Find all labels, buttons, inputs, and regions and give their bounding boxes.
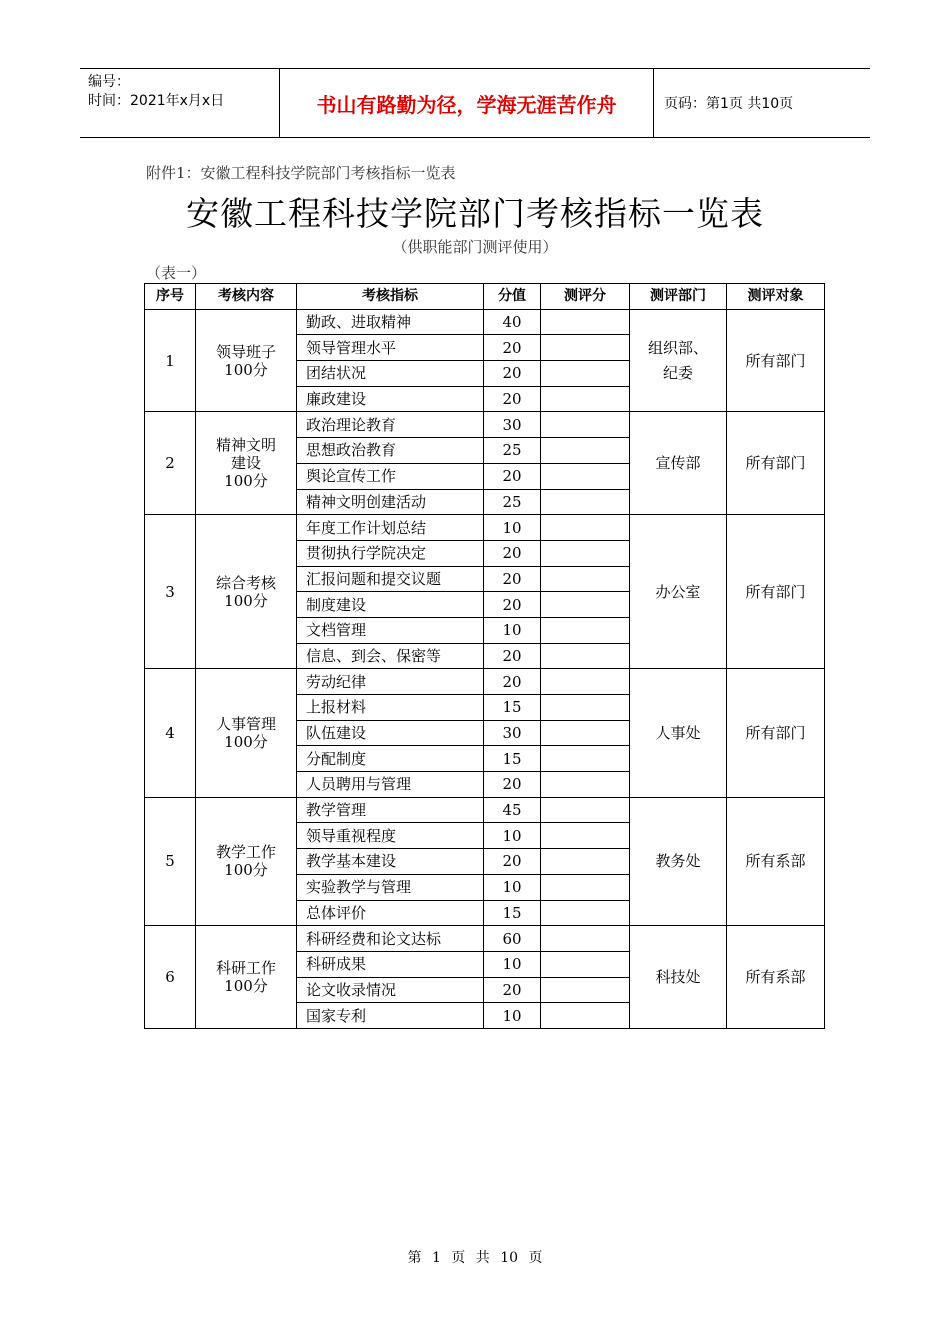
rating-department (630, 926, 727, 1029)
indicator-score: 20 (484, 540, 541, 566)
indicator-score: 10 (484, 1003, 541, 1029)
indicator-name: 思想政治教育 (297, 438, 484, 464)
time-label: 时间：2021年x月x日 (88, 93, 225, 109)
content-line: 100分 (224, 733, 268, 752)
table-row (145, 515, 825, 541)
table-row (145, 412, 825, 438)
dept-line: 组织部、 (647, 339, 708, 358)
table-row (145, 309, 825, 335)
indicator-score: 60 (484, 926, 541, 952)
attachment-caption: 附件1：安徽工程科技学院部门考核指标一览表 (146, 164, 456, 182)
page-subtitle: （供职能部门测评使用） (392, 238, 558, 256)
row-number: 6 (145, 926, 196, 1029)
table-label: （表一） (146, 264, 207, 282)
indicator-score: 25 (484, 438, 541, 464)
rating-cell[interactable] (541, 720, 630, 746)
indicator-score: 20 (484, 361, 541, 387)
indicator-name: 国家专利 (297, 1003, 484, 1029)
rating-department (630, 309, 727, 412)
indicator-score: 20 (484, 335, 541, 361)
dept-line: 宣传部 (655, 454, 701, 473)
content-line: 人事管理 (215, 715, 276, 734)
rating-cell[interactable] (541, 309, 630, 335)
row-number: 1 (145, 309, 196, 412)
rating-cell[interactable] (541, 772, 630, 798)
indicator-name: 领导管理水平 (297, 335, 484, 361)
content-line: 精神文明 (215, 436, 276, 455)
indicator-score: 10 (484, 515, 541, 541)
table-body (145, 309, 825, 1028)
content-line: 建设 (230, 454, 261, 473)
serial-label: 编号： (88, 74, 130, 90)
indicator-score: 20 (484, 566, 541, 592)
indicator-name: 年度工作计划总结 (297, 515, 484, 541)
indicator-score: 30 (484, 412, 541, 438)
indicator-name: 文档管理 (297, 617, 484, 643)
rating-cell[interactable] (541, 386, 630, 412)
document-header (80, 68, 870, 138)
rating-cell[interactable] (541, 669, 630, 695)
rating-target: 所有部门 (727, 309, 825, 412)
indicator-name: 政治理论教育 (297, 412, 484, 438)
indicator-name: 精神文明创建活动 (297, 489, 484, 515)
indicator-name: 论文收录情况 (297, 977, 484, 1003)
row-number: 5 (145, 797, 196, 925)
rating-cell[interactable] (541, 695, 630, 721)
rating-cell[interactable] (541, 489, 630, 515)
rating-cell[interactable] (541, 643, 630, 669)
rating-target: 所有部门 (727, 515, 825, 669)
table-header-row (145, 284, 825, 310)
rating-department (630, 515, 727, 669)
assessment-content (196, 515, 297, 669)
indicator-name: 队伍建设 (297, 720, 484, 746)
header-page-label: 页码：第1页 共10页 (664, 96, 794, 112)
indicator-name: 科研经费和论文达标 (297, 926, 484, 952)
row-number: 2 (145, 412, 196, 515)
header-indicator: 考核指标 (297, 284, 484, 310)
indicator-score: 30 (484, 720, 541, 746)
indicator-name: 分配制度 (297, 746, 484, 772)
assessment-content (196, 412, 297, 515)
assessment-table (144, 283, 825, 1029)
rating-cell[interactable] (541, 438, 630, 464)
page-title: 安徽工程科技学院部门考核指标一览表 (186, 194, 764, 233)
content-line: 100分 (224, 472, 268, 491)
indicator-score: 15 (484, 746, 541, 772)
rating-cell[interactable] (541, 1003, 630, 1029)
rating-cell[interactable] (541, 823, 630, 849)
assessment-content (196, 797, 297, 925)
rating-cell[interactable] (541, 515, 630, 541)
assessment-content (196, 926, 297, 1029)
rating-cell[interactable] (541, 335, 630, 361)
header-motto: 书山有路勤为径，学海无涯苦作舟 (280, 69, 654, 137)
rating-target: 所有部门 (727, 669, 825, 797)
dept-line: 教务处 (655, 852, 701, 871)
rating-cell[interactable] (541, 412, 630, 438)
indicator-name: 实验教学与管理 (297, 874, 484, 900)
rating-cell[interactable] (541, 874, 630, 900)
indicator-name: 领导重视程度 (297, 823, 484, 849)
rating-cell[interactable] (541, 540, 630, 566)
rating-cell[interactable] (541, 463, 630, 489)
rating-cell[interactable] (541, 566, 630, 592)
rating-department (630, 412, 727, 515)
assessment-content (196, 309, 297, 412)
dept-line: 纪委 (662, 364, 693, 383)
table-row (145, 669, 825, 695)
page-footer: 第 1 页 共 10 页 (407, 1250, 543, 1266)
indicator-score: 15 (484, 695, 541, 721)
indicator-name: 总体评价 (297, 900, 484, 926)
table-row (145, 797, 825, 823)
indicator-name: 舆论宣传工作 (297, 463, 484, 489)
rating-target: 所有部门 (727, 412, 825, 515)
indicator-score: 20 (484, 643, 541, 669)
rating-cell[interactable] (541, 977, 630, 1003)
indicator-score: 20 (484, 669, 541, 695)
indicator-score: 20 (484, 386, 541, 412)
content-line: 教学工作 (215, 843, 276, 862)
indicator-name: 汇报问题和提交议题 (297, 566, 484, 592)
rating-target: 所有系部 (727, 797, 825, 925)
indicator-name: 勤政、进取精神 (297, 309, 484, 335)
header-content: 考核内容 (196, 284, 297, 310)
indicator-score: 40 (484, 309, 541, 335)
indicator-name: 贯彻执行学院决定 (297, 540, 484, 566)
row-number: 4 (145, 669, 196, 797)
content-line: 100分 (224, 591, 268, 610)
header-meta (80, 69, 280, 137)
indicator-score: 10 (484, 874, 541, 900)
header-target: 测评对象 (727, 284, 825, 310)
content-line: 100分 (224, 977, 268, 996)
header-score: 分值 (484, 284, 541, 310)
header-dept: 测评部门 (630, 284, 727, 310)
assessment-content (196, 669, 297, 797)
header-no: 序号 (145, 284, 196, 310)
indicator-score: 20 (484, 849, 541, 875)
indicator-score: 20 (484, 592, 541, 618)
indicator-name: 团结状况 (297, 361, 484, 387)
indicator-score: 10 (484, 617, 541, 643)
content-line: 领导班子 (215, 342, 276, 361)
rating-cell[interactable] (541, 926, 630, 952)
indicator-name: 制度建设 (297, 592, 484, 618)
rating-cell[interactable] (541, 900, 630, 926)
indicator-name: 教学基本建设 (297, 849, 484, 875)
rating-target: 所有系部 (727, 926, 825, 1029)
rating-department (630, 797, 727, 925)
indicator-score: 10 (484, 951, 541, 977)
dept-line: 办公室 (655, 582, 701, 601)
indicator-score: 15 (484, 900, 541, 926)
indicator-name: 人员聘用与管理 (297, 772, 484, 798)
dept-line: 人事处 (655, 724, 701, 743)
dept-line: 科技处 (655, 968, 701, 987)
indicator-score: 20 (484, 977, 541, 1003)
table-row (145, 926, 825, 952)
indicator-score: 20 (484, 772, 541, 798)
rating-department (630, 669, 727, 797)
content-line: 综合考核 (215, 573, 276, 592)
indicator-score: 25 (484, 489, 541, 515)
rating-cell[interactable] (541, 951, 630, 977)
rating-cell[interactable] (541, 361, 630, 387)
rating-cell[interactable] (541, 849, 630, 875)
indicator-score: 45 (484, 797, 541, 823)
indicator-name: 教学管理 (297, 797, 484, 823)
indicator-score: 10 (484, 823, 541, 849)
content-line: 100分 (224, 861, 268, 880)
indicator-name: 廉政建设 (297, 386, 484, 412)
indicator-name: 信息、到会、保密等 (297, 643, 484, 669)
indicator-name: 上报材料 (297, 695, 484, 721)
content-line: 100分 (224, 360, 268, 379)
rating-cell[interactable] (541, 592, 630, 618)
indicator-name: 科研成果 (297, 951, 484, 977)
rating-cell[interactable] (541, 797, 630, 823)
indicator-score: 20 (484, 463, 541, 489)
header-rating: 测评分 (541, 284, 630, 310)
content-line: 科研工作 (215, 959, 276, 978)
indicator-name: 劳动纪律 (297, 669, 484, 695)
rating-cell[interactable] (541, 617, 630, 643)
row-number: 3 (145, 515, 196, 669)
rating-cell[interactable] (541, 746, 630, 772)
